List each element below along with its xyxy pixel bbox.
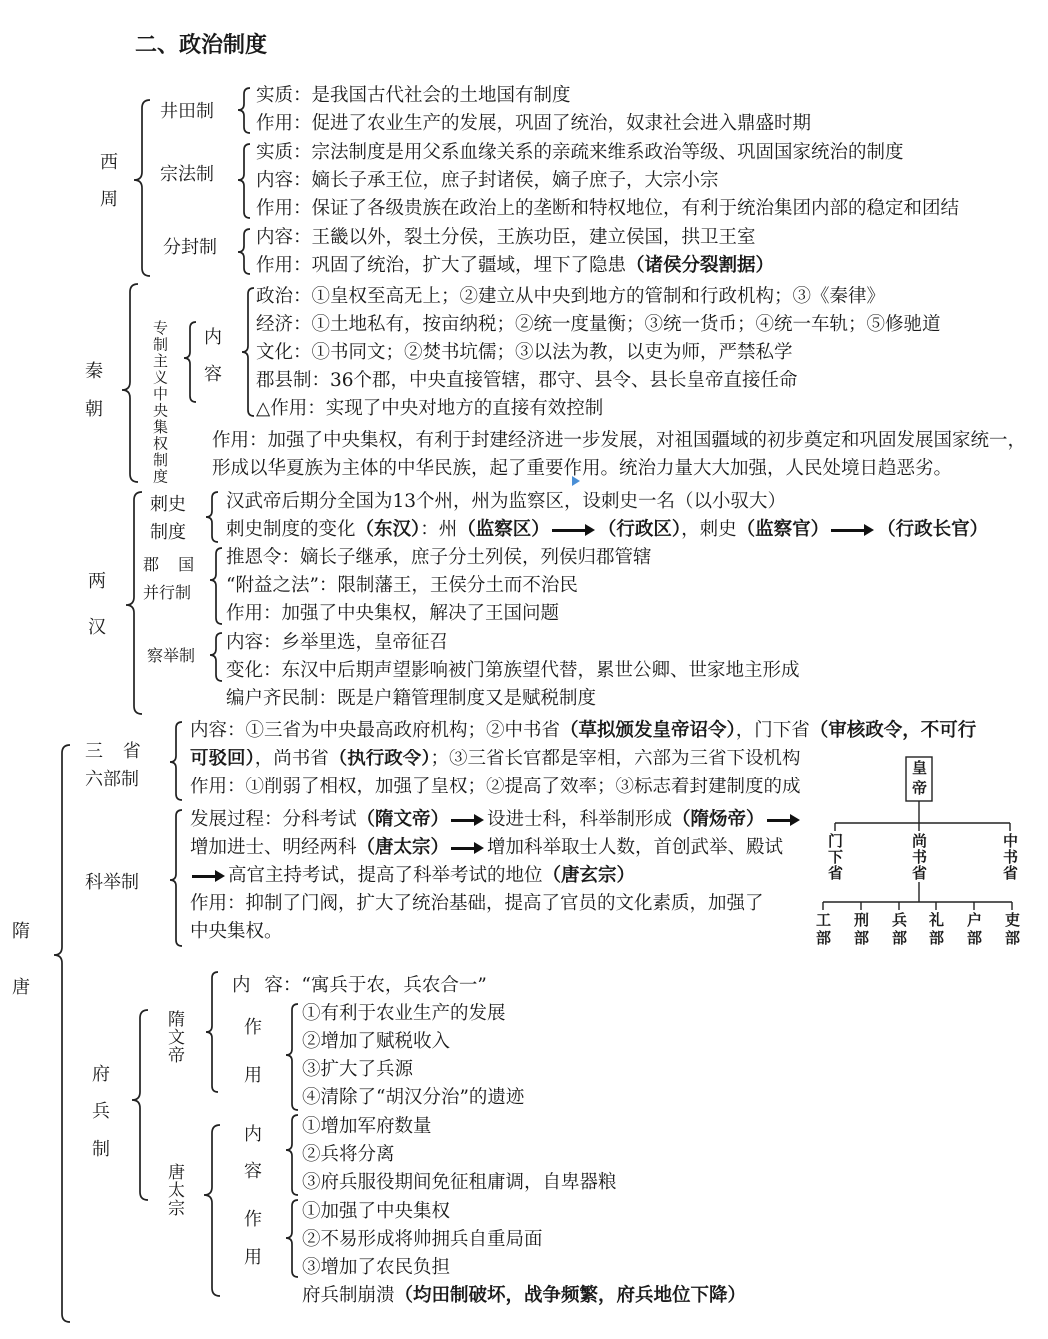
sansheng-effect: 作用：①削弱了相权，加强了皇权；②提高了效率；③标志着封建制度的成 (190, 777, 801, 797)
brace (122, 284, 138, 482)
taizong-effect-2: ②不易形成将帅拥兵自重局面 (302, 1229, 543, 1250)
sansheng-label-2: 六部制 (85, 769, 139, 790)
keju-effect-2: 中央集权。 (190, 921, 283, 942)
junguo-line-2: “附益之法”：限制藩王，王侯分土而不治民 (226, 575, 578, 596)
qin-system-label: 专制主义中央集权制度 (151, 320, 169, 485)
org-ministry-li: 礼部 (927, 912, 945, 948)
section-xizhou-label-2: 周 (100, 189, 118, 210)
suiwen-effect-label-1: 作 (244, 1017, 262, 1038)
keju-step-5-by: （唐玄宗） (542, 865, 636, 886)
cishi-state-to: （行政区） (597, 519, 682, 540)
fenfeng-effect: 作用：巩固了统治，扩大了疆域，埋下了隐患 (256, 255, 627, 276)
cishi-change-official: ，刺史 (681, 519, 737, 540)
keju-effect-1: 作用：抑制了门阀，扩大了统治基础，提高了官员的文化素质，加强了 (190, 893, 764, 914)
section-qin-label-1: 秦 (85, 361, 103, 382)
suiwen-effect-3: ③扩大了兵源 (302, 1059, 414, 1080)
keju-step-2: 设进士科，科举制形成 (487, 809, 673, 830)
junguo-line-3: 作用：加强了中央集权，解决了王国问题 (226, 603, 560, 624)
right-arrow-icon (451, 847, 475, 850)
taizong-content-2: ②兵将分离 (302, 1144, 395, 1165)
keju-step-4: 增加科举取士人数，首创武举、殿试 (487, 837, 784, 858)
brace (184, 322, 196, 402)
sansheng-content-d: （审核政令，不可行 (809, 720, 977, 741)
keju-step-3: 增加进士、明经两科 (190, 837, 357, 858)
keju-line-1 (190, 810, 803, 830)
qin-content-effect: △作用：实现了中央对地方的直接有效控制 (256, 398, 604, 419)
fenfeng-effect-line (256, 256, 774, 276)
chaju-label: 察举制 (147, 646, 196, 665)
cishi-state-from: （监察区） (457, 519, 550, 540)
qin-content-label-1: 内 (204, 327, 222, 348)
taizong-effect-label-2: 用 (244, 1247, 262, 1268)
org-ministry-bing: 兵部 (890, 912, 908, 948)
brace (170, 722, 182, 800)
right-arrow-icon (831, 529, 865, 532)
cishi-change-state: ：州 (420, 519, 458, 540)
taizong-effect-3: ③增加了农民负担 (302, 1257, 451, 1278)
right-arrow-icon (767, 819, 791, 822)
section-qin-label-2: 朝 (85, 399, 103, 420)
sansheng-content-a: 内容：①三省为中央最高政府机构；②中书省 (190, 720, 561, 741)
jingtian-essence: 实质：是我国古代社会的土地国有制度 (256, 85, 571, 106)
org-province-zhongshu: 中书省 (1001, 833, 1019, 881)
qin-content-culture: 文化：①书同文；②焚书坑儒；③以法为教，以吏为师，严禁私学 (256, 342, 793, 363)
org-ministry-li-personnel: 吏部 (1003, 912, 1021, 948)
cishi-official-to: （行政长官） (877, 519, 989, 540)
keju-label: 科举制 (85, 872, 139, 893)
section-han-label-1: 两 (88, 571, 106, 592)
fubing-label-1: 府 (92, 1064, 110, 1085)
fenfeng-label: 分封制 (163, 237, 217, 258)
sansheng-content-h: ；③三省长官都是宰相，六部为三省下设机构 (430, 749, 801, 769)
taizong-effect-label-1: 作 (244, 1209, 262, 1230)
taizong-label: 唐太宗 (164, 1163, 184, 1217)
brace (206, 972, 218, 1092)
suiwen-effect-4: ④清除了“胡汉分治”的遗迹 (302, 1087, 525, 1108)
keju-line-3 (190, 866, 635, 886)
suiwen-effect-1: ①有利于农业生产的发展 (302, 1003, 506, 1024)
taizong-effect-1: ①加强了中央集权 (302, 1201, 451, 1222)
brace (286, 1200, 298, 1277)
cishi-change-era: （东汉） (355, 519, 421, 540)
keju-step-3-by: （唐太宗） (356, 837, 450, 858)
brace (132, 1010, 148, 1200)
brace (126, 492, 142, 714)
zongfa-content: 内容：嫡长子承王位，庶子封诸侯，嫡子庶子，大宗小宗 (256, 170, 719, 191)
suiwen-effect-2: ②增加了赋税收入 (302, 1031, 451, 1052)
page-title: 二、政治制度 (135, 32, 268, 58)
suiwen-content: 内 容：“寓兵于农，兵农合一” (232, 975, 487, 996)
brace (206, 492, 218, 542)
section-han-label-2: 汉 (88, 617, 106, 638)
org-ministry-hu: 户部 (965, 912, 983, 948)
zongfa-label: 宗法制 (160, 164, 214, 185)
keju-step-5: 高官主持考试，提高了科举考试的地位 (228, 865, 543, 886)
brace (170, 810, 182, 946)
brace (286, 1115, 298, 1195)
qin-content-prefecture: 郡县制：36个郡，中央直接管辖，郡守、县令、县长皇帝直接任命 (256, 370, 798, 391)
brace (238, 88, 250, 133)
sansheng-content-f: ，尚书省 (254, 749, 329, 769)
sansheng-label-1: 三 省 (85, 741, 141, 762)
junguo-label-2: 并行制 (143, 583, 192, 602)
keju-step-1-by: （隋文帝） (356, 809, 450, 830)
qin-content-economy: 经济：①土地私有，按亩纳税；②统一度量衡；③统一货币；④统一车轨；⑤修驰道 (256, 314, 941, 335)
qin-content-label-2: 容 (204, 364, 222, 385)
right-arrow-icon (451, 819, 475, 822)
fubing-collapse-reason: （均田制破坏，战争频繁，府兵地位下降） (394, 1285, 747, 1306)
org-emperor: 皇帝 (910, 760, 928, 800)
chaju-line-1: 内容：乡举里选，皇帝征召 (226, 632, 449, 653)
zongfa-essence: 实质：宗法制度是用父系血缘关系的亲疏来维系政治等级、巩固国家统治的制度 (256, 142, 904, 163)
taizong-content-1: ①增加军府数量 (302, 1116, 432, 1137)
right-arrow-icon (192, 875, 216, 878)
qin-content-politics: 政治：①皇权至高无上；②建立从中央到地方的管制和行政机构；③《秦律》 (256, 286, 886, 307)
fubing-collapse-line (302, 1286, 746, 1306)
jingtian-effect: 作用：促进了农业生产的发展，巩固了统治，奴隶社会进入鼎盛时期 (256, 113, 812, 134)
sansheng-content-b: （草拟颁发皇帝诏令） (560, 720, 736, 741)
brace (238, 144, 250, 218)
right-arrow-icon (552, 529, 586, 532)
section-suitang-label-1: 隋 (12, 921, 30, 942)
fenfeng-effect-note: （诸侯分裂割据） (626, 255, 775, 276)
zongfa-effect: 作用：保证了各级贵族在政治上的垄断和特权地位，有利于统治集团内部的稳定和团结 (256, 198, 960, 219)
cishi-change-prefix: 刺史制度的变化 (226, 519, 356, 540)
cishi-label-1: 刺史 (150, 494, 186, 515)
taizong-content-3: ③府兵服役期间免征租庸调，自卑器粮 (302, 1172, 617, 1193)
org-ministry-gong: 工部 (814, 912, 832, 948)
brace (210, 548, 222, 624)
fubing-collapse: 府兵制崩溃 (302, 1285, 395, 1306)
brace (204, 1125, 220, 1296)
suiwen-label: 隋文帝 (164, 1010, 184, 1064)
qin-effect-2: 形成以华夏族为主体的中华民族，起了重要作用。统治力量大大加强，人民处境日趋恶劣。 (212, 458, 953, 479)
brace (210, 633, 222, 681)
brace (286, 1004, 298, 1110)
brace (238, 229, 250, 274)
section-suitang-label-2: 唐 (12, 977, 30, 998)
sansheng-content-g: （执行政令） (328, 749, 431, 769)
qin-effect-1: 作用：加强了中央集权，有利于封建经济进一步发展，对祖国疆域的初步奠定和巩固发展国家统一， (212, 430, 1027, 451)
org-province-shangshu: 尚书省 (910, 833, 928, 881)
junguo-label-1: 郡 国 (143, 555, 195, 574)
junguo-line-1: 推恩令：嫡长子继承，庶子分土列侯，列侯归郡管辖 (226, 547, 652, 568)
section-xizhou-label-1: 西 (100, 152, 118, 173)
fenfeng-content: 内容：王畿以外，裂土分侯，王族功臣，建立侯国，拱卫王室 (256, 227, 756, 248)
play-marker-icon (572, 476, 580, 486)
taizong-content-label-2: 容 (244, 1161, 262, 1182)
cishi-change-line (226, 520, 988, 540)
fubing-label-2: 兵 (92, 1101, 110, 1122)
keju-step-2-by: （隋炀帝） (672, 809, 765, 830)
chaju-line-2: 变化：东汉中后期声望影响被门第族望代替，累世公卿、世家地主形成 (226, 660, 800, 681)
cishi-official-from: （监察官） (736, 519, 830, 540)
sansheng-content-line-2 (190, 749, 815, 769)
sansheng-content-e: 可驳回） (190, 749, 255, 769)
brace (242, 288, 254, 416)
brace (134, 100, 150, 276)
org-province-menxia: 门下省 (826, 833, 844, 881)
fubing-label-3: 制 (92, 1139, 110, 1160)
cishi-label-2: 制度 (150, 522, 186, 543)
keju-line-2 (190, 838, 783, 858)
jingtian-label: 井田制 (160, 101, 214, 122)
org-ministry-xing: 刑部 (852, 912, 870, 948)
sansheng-content-c: ，门下省 (735, 720, 810, 741)
bianhu-line: 编户齐民制：既是户籍管理制度又是赋税制度 (226, 688, 597, 709)
sansheng-content-line-1 (190, 721, 976, 741)
suiwen-effect-label-2: 用 (244, 1065, 262, 1086)
keju-step-1: 发展过程：分科考试 (190, 809, 357, 830)
brace (54, 745, 70, 1322)
cishi-line-1: 汉武帝后期分全国为13个州，州为监察区，设刺史一名（以小驭大） (226, 491, 787, 512)
taizong-content-label-1: 内 (244, 1124, 262, 1145)
